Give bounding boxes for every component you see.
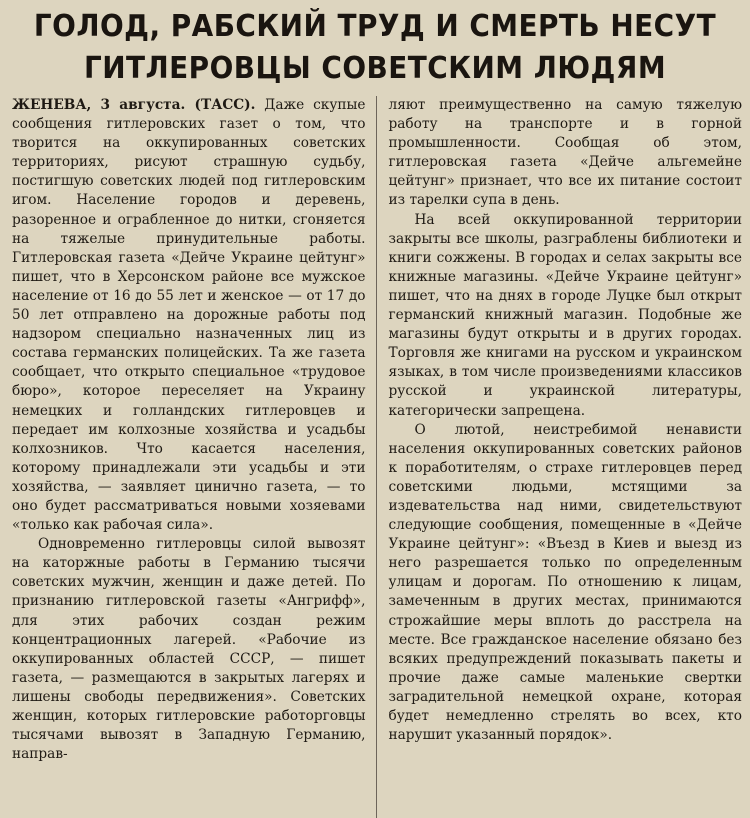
article-column-left [12,96,376,818]
paragraph-text: Даже скупые сообщения гитлеровских газет о том, что творится на оккупированных советских территориях, рисуют страшную судьбу, постигшую советских людей под гитлеровским игом. Население городов и деревень, разоренное и ограбленное до нитки, сгоняется на тяжелые принудительные работы. Гитлеровская газета «Дейче Украине цейтунг» пишет, что в Херсонском районе все мужское население от 16 до 55 лет и женское — от 17 до 50 лет отправлено на дорожные работы под надзором специально назначенных лиц из состава германских полицейских. Та же газета сообщает, что открыто специальное «трудовое бюро», которое переселяет на Украину немецких и голландских гитлеровцев и передает им колхозные хозяйства и усадьбы колхозников. Что касается населения, которому принадлежали эти усадьбы и эти хозяйства, — заявляет цинично газета, — то оно будет рассматриваться новыми хозяевами «только как рабочая сила». [12,97,366,534]
article-paragraph: О лютой, неистребимой ненависти населения оккупированных советских районов к поработителям, о страхе гитлеровцев перед советскими людьми, мстящими за издевательства над ними, свидетельствуют следующие сообщения, помещенные в «Дейче Украине цейтунг»: «Въезд в Киев и выезд из него разрешается только по определенным улицам и дорогам. По отношению к лицам, замеченным в других местах, принимаются строжайшие меры вплоть до расстрела на месте. Все гражданское население обязано без всяких предупреждений показывать пакеты и прочие даже самые маленькие свертки заградительной немецкой охране, которая будет немедленно стрелять во всех, кто нарушит указанный порядок». [388,421,742,744]
article-paragraph [12,96,366,535]
article-paragraph: ляют преимущественно на самую тяжелую работу на транспорте и в горной промышленности. Сообщая об этом, гитлеровская газета «Дейче альгемейне цейтунг» признает, что все их питание состоит из тарелки супа в день. [388,97,742,209]
headline-line-2: ГИТЛЕРОВЦЫ СОВЕТСКИМ ЛЮДЯМ [83,51,667,86]
article-paragraph: На всей оккупированной территории закрыты все школы, разграблены библиотеки и книги сожжены. В городах и селах закрыты все книжные магазины. «Дейче Украине цейтунг» пишет, что на днях в городе Луцке был открыт германский книжный магазин. Подобные же магазины будут открыты и в других городах. Торговля же книгами на русском и украинском языках, в том числе произведениями классиков русской и украинской литературы, категорически запрещена. [388,211,742,419]
article-column-right [376,96,743,818]
headline-line-1: ГОЛОД, РАБСКИЙ ТРУД И СМЕРТЬ НЕСУТ [33,9,717,44]
dateline: ЖЕНЕВА, 3 августа. (ТАСС). [12,97,256,113]
article-paragraph: Одновременно гитлеровцы силой вывозят на каторжные работы в Германию тысячи советских мужчин, женщин и даже детей. По признанию гитлеровской газеты «Ангрифф», для этих рабочих создан режим концентрационных лагерей. «Рабочие из оккупированных областей СССР, — пишет газета, — размещаются в закрытых лагерях и лишены свободы передвижения». Советских женщин, которых гитлеровские работорговцы тысячами вывозят в Западную Германию, направ- [12,536,366,763]
headline [32,6,718,90]
article-body [12,96,742,818]
